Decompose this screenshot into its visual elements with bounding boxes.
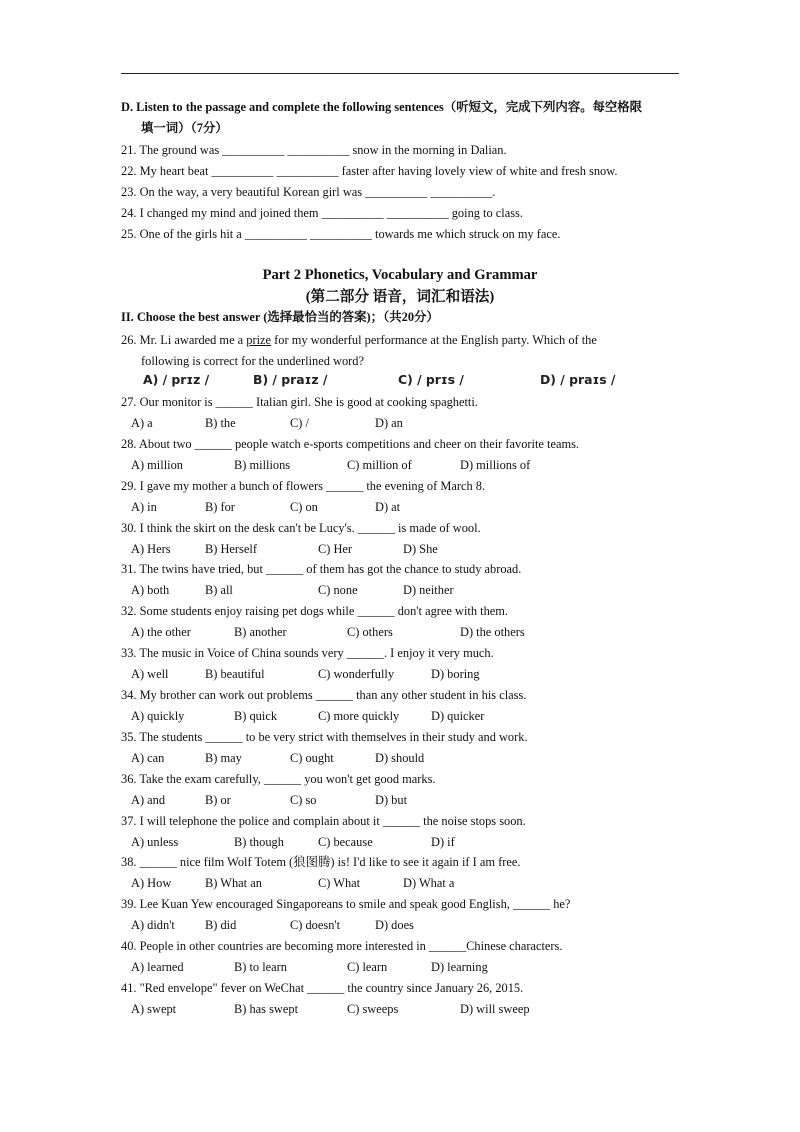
answer-option-d: D) boring	[431, 667, 480, 682]
answer-option-a: A) and	[131, 792, 166, 807]
answer-option-d: D) but	[375, 792, 408, 807]
question-stem	[121, 771, 681, 787]
part-title: Part 2 Phonetics, Vocabulary and Grammar	[262, 267, 538, 283]
question-text: People in other countries are becoming more interested in ______Chinese characters.	[139, 939, 563, 954]
answer-option-a: A) a	[131, 416, 153, 430]
section-d-heading	[121, 97, 681, 139]
answer-option-a: A) the other	[131, 625, 191, 640]
answer-option-c: C) million of	[347, 457, 412, 472]
question-number: 41.	[121, 980, 137, 995]
answer-option-c: C) /	[290, 416, 309, 430]
fill-item	[121, 184, 681, 200]
question-number: 27.	[121, 395, 137, 409]
question-text: I gave my mother a bunch of flowers ______ the evening of March 8.	[139, 478, 486, 493]
answer-option-d: D) the others	[460, 625, 525, 640]
answer-option-c: C) ought	[290, 750, 334, 765]
answer-option-d: D) neither	[403, 583, 454, 598]
question-text: I will telephone the police and complain about it ______ the noise stops soon.	[139, 813, 526, 828]
answer-option-b: B) another	[234, 625, 287, 640]
question-number: 33.	[121, 646, 137, 661]
item-number: 21.	[121, 143, 137, 157]
answer-option-b: B) the	[205, 416, 236, 430]
answer-option-a: A) both	[131, 583, 170, 598]
answer-option-b: B) Herself	[205, 541, 257, 556]
question-text: Some students enjoy raising pet dogs while ______ don't agree with them.	[139, 604, 509, 619]
question-number: 34.	[121, 688, 137, 702]
answer-option-d: D) learning	[431, 960, 488, 975]
answer-option-a: A) well	[131, 667, 169, 682]
phonetic-option-d: D) / praɪs /	[540, 372, 616, 387]
question-stem	[121, 980, 681, 996]
question-text: "Red envelope" fever on WeChat ______ the country since January 26, 2015.	[139, 980, 524, 995]
answer-option-b: B) beautiful	[205, 667, 265, 682]
question-text: ______ nice film Wolf Totem (狼图腾) is! I'd like to see it again if I am free.	[139, 855, 521, 870]
phonetic-option-b: B) / praɪz /	[253, 372, 328, 387]
underlined-word: prize	[246, 333, 272, 347]
part-subtitle: (第二部分 语音，词汇和语法)	[305, 289, 495, 305]
answer-option-a: A) can	[131, 750, 165, 765]
answer-option-d: D) She	[403, 541, 438, 556]
item-text: I changed my mind and joined them __________ __________ going to class.	[139, 206, 523, 220]
answer-option-c: C) on	[290, 499, 318, 514]
answer-option-c: C) sweeps	[347, 1001, 399, 1016]
answer-option-d: D) quicker	[431, 709, 485, 723]
answer-option-c: C) doesn't	[290, 918, 341, 933]
question-stem	[121, 729, 681, 745]
question-number: 37.	[121, 813, 137, 828]
question-text: Lee Kuan Yew encouraged Singaporeans to smile and speak good English, ______ he?	[139, 897, 571, 912]
answer-option-b: B) may	[205, 750, 242, 765]
answer-option-b: B) or	[205, 792, 231, 807]
question-number: 29.	[121, 478, 137, 493]
answer-option-b: B) did	[205, 918, 237, 933]
question-stem	[121, 520, 681, 536]
answer-option-a: A) in	[131, 499, 157, 514]
top-rule	[121, 73, 679, 74]
answer-option-b: B) all	[205, 583, 233, 598]
answer-option-a: A) learned	[131, 960, 184, 975]
answer-option-b: B) to learn	[234, 960, 287, 975]
question-stem	[121, 687, 681, 703]
question-number: 26.	[121, 333, 137, 347]
q26-text-before: Mr. Li awarded me a	[139, 333, 247, 347]
answer-option-c: C) so	[290, 792, 317, 807]
item-text: One of the girls hit a __________ __________ towards me which struck on my face.	[139, 227, 561, 241]
question-text: My brother can work out problems ______ than any other student in his class.	[139, 688, 527, 702]
question-number: 40.	[121, 939, 137, 954]
phonetic-option-c: C) / prɪs /	[398, 372, 464, 387]
answer-option-b: B) quick	[234, 709, 278, 723]
answer-option-b: B) What an	[205, 876, 262, 891]
answer-option-a: A) quickly	[131, 709, 185, 723]
question-number: 39.	[121, 897, 137, 912]
answer-option-c: C) wonderfully	[318, 667, 395, 682]
q26-text-after: for my wonderful performance at the English party. Which of the	[271, 333, 597, 347]
answer-option-d: D) will sweep	[460, 1001, 530, 1016]
question-number: 38.	[121, 855, 137, 870]
fill-item	[121, 226, 681, 242]
section-d-heading-line1: D. Listen to the passage and complete the following sentences（听短文，完成下列内容。每空格限	[121, 100, 643, 114]
item-number: 24.	[121, 206, 137, 220]
answer-option-d: D) an	[375, 416, 403, 430]
item-number: 25.	[121, 227, 137, 241]
answer-option-d: D) What a	[403, 876, 455, 891]
answer-option-a: A) didn't	[131, 918, 175, 933]
question-text: I think the skirt on the desk can't be Lucy's. ______ is made of wool.	[139, 520, 481, 535]
answer-option-d: D) at	[375, 499, 401, 514]
question-stem	[121, 561, 681, 577]
question-number: 35.	[121, 729, 137, 744]
answer-option-c: C) What	[318, 876, 361, 891]
answer-option-b: B) for	[205, 499, 235, 514]
item-text: On the way, a very beautiful Korean girl was __________ __________.	[139, 185, 496, 199]
question-text: Take the exam carefully, ______ you won't get good marks.	[139, 771, 436, 786]
item-text: The ground was __________ __________ snow in the morning in Dalian.	[139, 143, 507, 157]
fill-item	[121, 142, 681, 158]
phonetic-option-a: A) / prɪz /	[143, 372, 210, 387]
item-text: My heart beat __________ __________ faster after having lovely view of white and fresh snow.	[139, 164, 618, 178]
answer-option-d: D) millions of	[460, 457, 531, 472]
question-26	[121, 330, 679, 372]
answer-option-c: C) others	[347, 625, 393, 640]
question-stem	[121, 896, 681, 912]
answer-option-a: A) swept	[131, 1001, 177, 1016]
question-text: The twins have tried, but ______ of them has got the chance to study abroad.	[139, 562, 522, 577]
question-number: 32.	[121, 604, 137, 619]
section-ii-heading: II. Choose the best answer (选择最恰当的答案)；（共20分）	[121, 310, 439, 324]
fill-item	[121, 163, 681, 179]
answer-option-a: A) million	[131, 457, 183, 472]
question-number: 31.	[121, 562, 137, 577]
q26-line2: following is correct for the underlined word?	[141, 354, 364, 368]
question-text: The students ______ to be very strict with themselves in their study and work.	[139, 729, 528, 744]
question-stem	[121, 394, 681, 410]
section-d-heading-line2: 填一词）（7分）	[141, 121, 228, 135]
answer-option-c: C) because	[318, 834, 373, 849]
answer-option-b: B) millions	[234, 457, 291, 472]
item-number: 23.	[121, 185, 137, 199]
question-number: 28.	[121, 436, 137, 451]
fill-item	[121, 205, 681, 221]
question-stem	[121, 603, 681, 619]
answer-option-a: A) How	[131, 876, 172, 891]
answer-option-c: C) none	[318, 583, 358, 598]
question-stem	[121, 813, 681, 829]
answer-option-d: D) if	[431, 834, 455, 849]
answer-option-d: D) does	[375, 918, 414, 933]
question-stem	[121, 938, 681, 954]
answer-option-a: A) unless	[131, 834, 179, 849]
answer-option-d: D) should	[375, 750, 425, 765]
answer-option-b: B) though	[234, 834, 284, 849]
item-number: 22.	[121, 164, 137, 178]
answer-option-b: B) has swept	[234, 1001, 299, 1016]
answer-option-c: C) learn	[347, 960, 388, 975]
answer-option-c: C) Her	[318, 541, 353, 556]
question-stem	[121, 854, 681, 870]
question-stem	[121, 478, 681, 494]
question-text: The music in Voice of China sounds very ______. I enjoy it very much.	[139, 646, 494, 661]
question-stem	[121, 645, 681, 661]
answer-option-c: C) more quickly	[318, 709, 400, 723]
question-number: 36.	[121, 771, 137, 786]
question-text: Our monitor is ______ Italian girl. She is good at cooking spaghetti.	[139, 395, 478, 409]
question-text: About two ______ people watch e-sports competitions and cheer on their favorite teams.	[138, 436, 580, 451]
answer-option-a: A) Hers	[131, 541, 171, 556]
question-stem	[121, 436, 681, 452]
question-number: 30.	[121, 520, 137, 535]
